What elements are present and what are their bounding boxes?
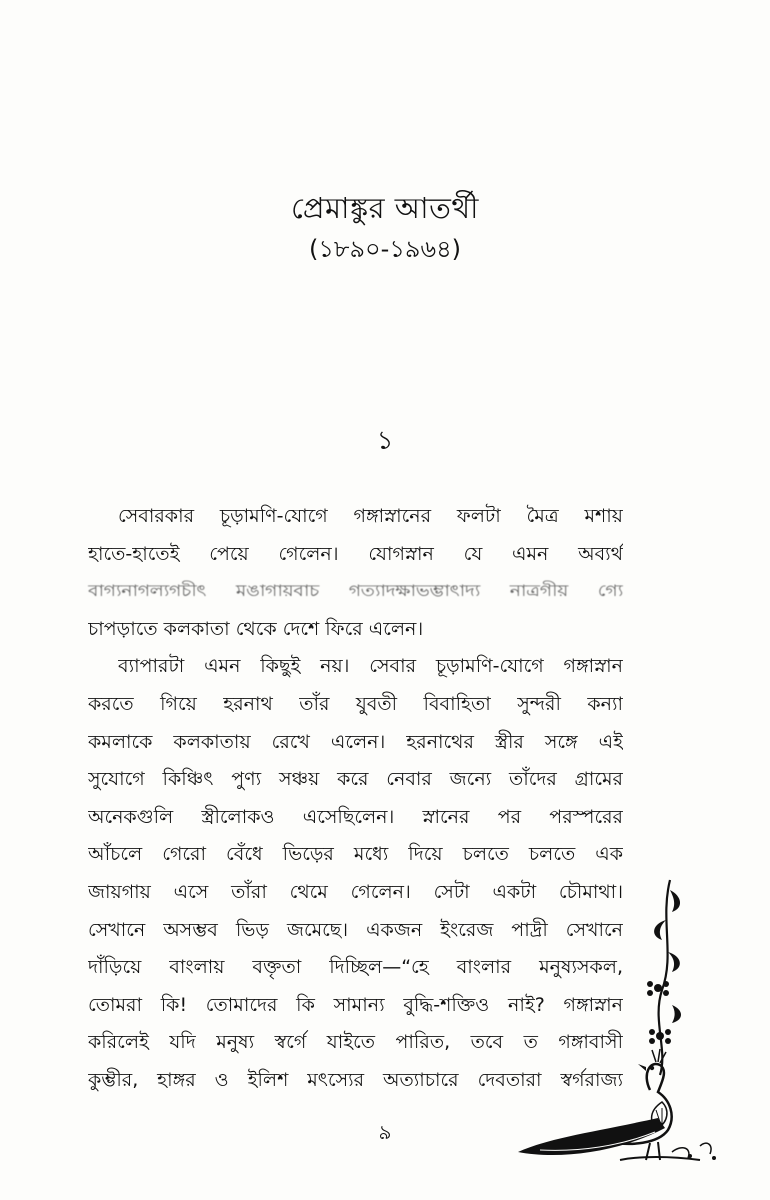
author-years: (১৮৯০-১৯৬৪) [308, 235, 462, 263]
text-line: দাঁড়িয়ে বাংলায় বক্তৃতা দিচ্ছিল—“হে বাংলার মনুষ্যসকল, [88, 956, 623, 979]
text-line: সেখানে অসম্ভব ভিড় জমেছে। একজন ইংরেজ পাদ্রী সেখানে [88, 918, 623, 941]
page-number: ৯ [378, 1120, 392, 1144]
text-line: ব্যাপারটা এমন কিছুই নয়। সেবার চূড়ামণি-যোগে গঙ্গাস্নান [118, 655, 623, 678]
text-line: আঁচলে গেরো বেঁধে ভিড়ের মধ্যে দিয়ে চলতে চলতে এক [88, 843, 623, 866]
peacock-ornament-icon [500, 860, 740, 1170]
text-line: কুম্ভীর, হাঙ্গর ও ইলিশ মৎস্যের অত্যাচারে দেবতারা স্বর্গরাজ্য [88, 1068, 623, 1091]
text-line: করতে গিয়ে হরনাথ তাঁর যুবতী বিবাহিতা সুন্দরী কন্যা [88, 692, 623, 715]
text-line: করিলেই যদি মনুষ্য স্বর্গে যাইতে পারিত, তবে ত গঙ্গাবাসী [88, 1031, 623, 1054]
chapter-number: ১ [376, 426, 394, 456]
text-line: সেবারকার চূড়ামণি-যোগে গঙ্গাস্নানের ফলটা মৈত্র মশায় [118, 505, 623, 527]
text-line: চাপড়াতে কলকাতা থেকে দেশে ফিরে এলেন। [88, 617, 424, 640]
text-line: অনেকগুলি স্ত্রীলোকও এসেছিলেন। স্নানের পর পরস্পরের [88, 805, 623, 828]
chapter-header [0, 188, 770, 266]
text-line: জায়গায় এসে তাঁরা থেমে গেলেন। সেটা একটা চৌমাথা। [88, 880, 623, 903]
text-line: তোমরা কি! তোমাদের কি সামান্য বুদ্ধি-শক্তিও নাই? গঙ্গাস্নান [88, 993, 623, 1016]
author-name: প্রেমাঙ্কুর আতর্থী [291, 191, 479, 225]
text-line: কমলাকে কলকাতায় রেখে এলেন। হরনাথের স্ত্রীর সঙ্গে এই [88, 730, 623, 753]
text-line: সুযোগে কিঞ্চিৎ পুণ্য সঞ্চয় করে নেবার জন্যে তাঁদের গ্রামের [88, 768, 623, 791]
smudged-text-line: বাগ্যনাগল্যগচীৎ মঙাগায়বাচ গত্যাদক্ষাভম্ভাৎাদ্য নাত্রগীয় গ্যে [88, 581, 623, 601]
text-line: হাতে-হাতেই পেয়ে গেলেন। যোগস্নান যে এমন অব্যর্থ [88, 542, 623, 565]
